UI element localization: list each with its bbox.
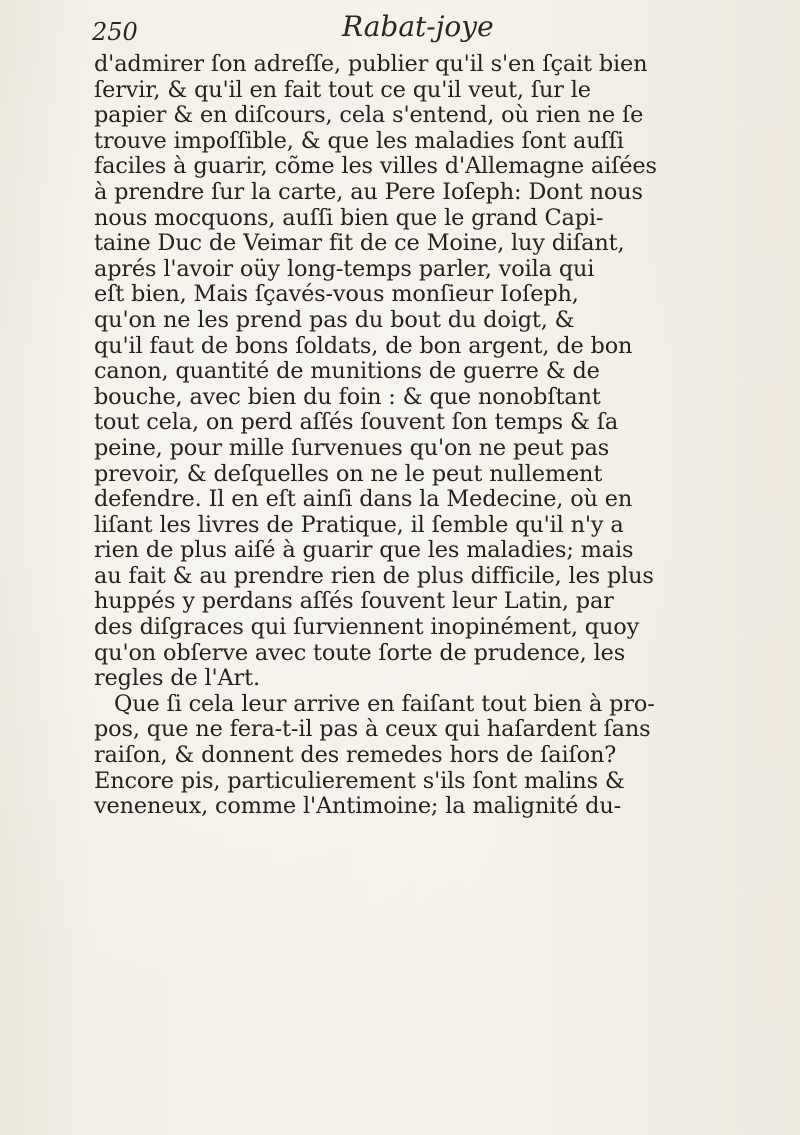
text-line: pos, que ne fera-t-il pas à ceux qui haſardent ſans bbox=[94, 716, 651, 743]
text-line: liſant les livres de Pratique, il ſemble qu'il n'y a bbox=[94, 511, 624, 538]
text-line: qu'on obſerve avec toute ſorte de prudence, les bbox=[94, 639, 626, 666]
text-line: prevoir, & deſquelles on ne le peut nullement bbox=[94, 460, 603, 487]
text-line: ſervir, & qu'il en fait tout ce qu'il veut, ſur le bbox=[94, 76, 591, 103]
text-line: nous mocquons, auſſi bien que le grand Capi- bbox=[94, 204, 604, 231]
page-header bbox=[92, 8, 792, 48]
text-line: au fait & au prendre rien de plus difficile, les plus bbox=[94, 562, 654, 589]
text-line: bouche, avec bien du foin : & que nonobſtant bbox=[94, 383, 601, 410]
text-line: d'admirer ſon adreſſe, publier qu'il s'en ſçait bien bbox=[94, 51, 648, 77]
text-line: raiſon, & donnent des remedes hors de ſaiſon? bbox=[94, 742, 617, 769]
text-line: taine Duc de Veimar fit de ce Moine, luy diſant, bbox=[94, 230, 625, 257]
text-line: Que ſi cela leur arrive en faiſant tout bien à pro- bbox=[114, 690, 655, 717]
body-text bbox=[94, 52, 794, 820]
text-line: rien de plus aiſé à guarir que les maladies; mais bbox=[94, 537, 634, 564]
text-line: veneneux, comme l'Antimoine; la malignité du- bbox=[94, 793, 622, 820]
text-line: papier & en diſcours, cela s'entend, où rien ne ſe bbox=[94, 102, 644, 129]
text-line: aprés l'avoir oüy long-temps parler, voila qui bbox=[94, 255, 595, 282]
text-line: canon, quantité de munitions de guerre & de bbox=[94, 358, 600, 385]
text-line: Encore pis, particulierement s'ils ſont malins & bbox=[94, 767, 625, 794]
text-line: huppés y perdans aſſés ſouvent leur Latin, par bbox=[94, 588, 614, 615]
text-line: defendre. Il en eſt ainſi dans la Medecine, où en bbox=[94, 486, 633, 513]
text-line: tout cela, on perd aſſés ſouvent ſon temps & ſa bbox=[94, 409, 619, 436]
text-line: faciles à guarir, cõme les villes d'Allemagne aiſées bbox=[94, 153, 657, 180]
text-line: regles de l'Art. bbox=[94, 665, 260, 692]
text-line: eſt bien, Mais ſçavés-vous monſieur Ioſeph, bbox=[94, 281, 579, 308]
running-head: Rabat-joye bbox=[342, 10, 494, 43]
text-line: des diſgraces qui ſurviennent inopinément, quoy bbox=[94, 614, 640, 641]
text-line: peine, pour mille ſurvenues qu'on ne peut pas bbox=[94, 434, 610, 461]
text-line: qu'on ne les prend pas du bout du doigt, & bbox=[94, 306, 575, 333]
text-line: trouve impoſſible, & que les maladies ſont auſſi bbox=[94, 127, 624, 154]
page-number: 250 bbox=[92, 18, 138, 46]
text-line: qu'il faut de bons ſoldats, de bon argent, de bon bbox=[94, 332, 633, 359]
text-line: à prendre ſur la carte, au Pere Ioſeph: Dont nous bbox=[94, 178, 643, 205]
